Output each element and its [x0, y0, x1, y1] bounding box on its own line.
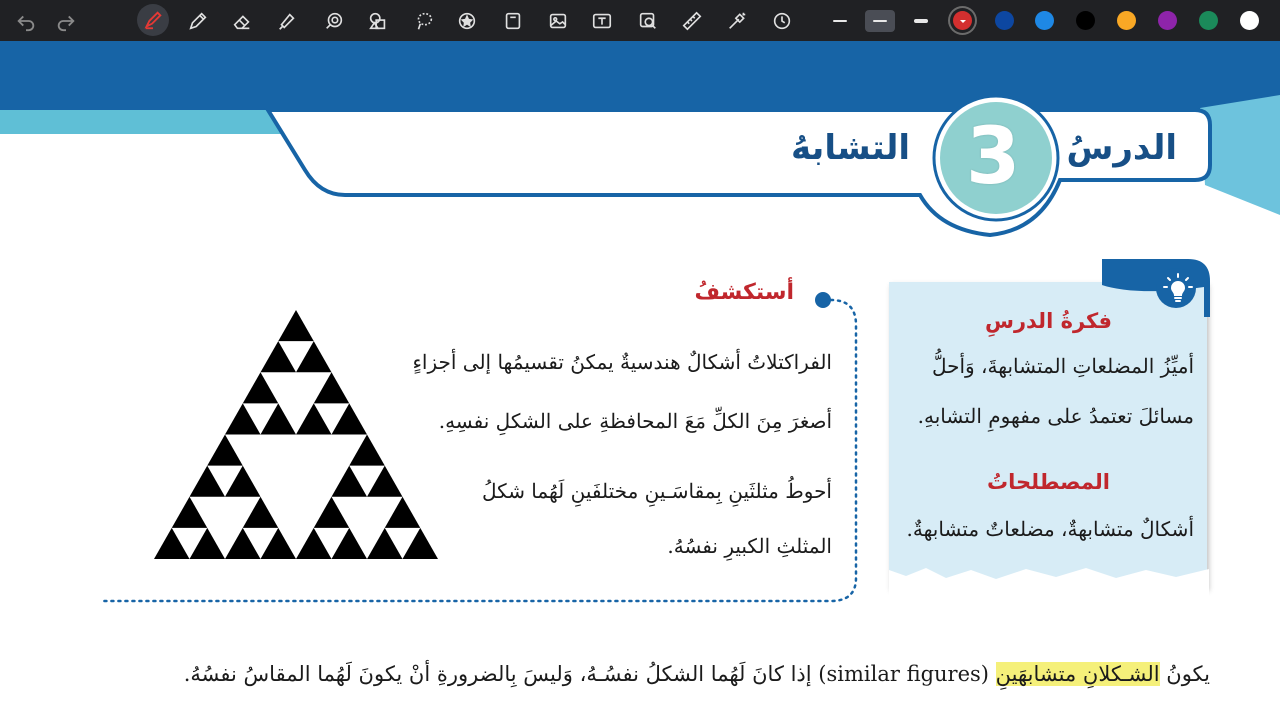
fractal-triangle: [207, 435, 243, 466]
note-icon[interactable]: [499, 7, 527, 35]
color-swatch-white[interactable]: [1240, 11, 1259, 30]
definition-rest: إذا كانَ لَهُما الشكلُ نفسُـهُ، وَليسَ بِالضرورةِ أنْ يكونَ لَهُما المقاسُ نفسُهُ.: [183, 662, 812, 686]
lesson-idea-line: أميِّزُ المضلعاتِ المتشابهةَ، وَأحلُّ: [931, 354, 1194, 378]
fractal-triangle: [190, 528, 226, 559]
annotation-toolbar: [0, 0, 1280, 41]
fractal-triangle: [349, 435, 385, 466]
color-swatch-purple[interactable]: [1158, 11, 1177, 30]
fractal-triangle: [261, 341, 297, 372]
textbox-icon[interactable]: [588, 7, 616, 35]
fractal-triangle: [367, 466, 403, 497]
fractal-triangle: [332, 528, 368, 559]
lightbulb-icon: [1160, 270, 1196, 306]
laser-pointer-icon[interactable]: [723, 7, 751, 35]
fractal-triangle: [385, 497, 421, 528]
ruler-icon[interactable]: [678, 7, 706, 35]
highlighter-icon[interactable]: [273, 7, 301, 35]
color-swatch-green[interactable]: [1199, 11, 1218, 30]
lesson-title: التشابهُ: [790, 128, 910, 168]
shape-icon[interactable]: [320, 7, 348, 35]
explore-paragraph-line: أصغرَ مِنَ الكلِّ مَعَ المحافظةِ على الشكلِ نفسِهِ.: [438, 409, 832, 433]
timer-icon[interactable]: [768, 7, 796, 35]
fractal-triangle: [403, 528, 439, 559]
partially-visible-line: [510, 706, 1210, 720]
english-term: (similar figures): [818, 662, 989, 686]
terms-list: أشكالٌ متشابهةٌ، مضلعاتٌ متشابهةٌ.: [906, 517, 1194, 541]
pencil-icon[interactable]: [184, 7, 212, 35]
medium-stroke-option[interactable]: [865, 10, 895, 32]
color-swatch-black[interactable]: [1076, 11, 1095, 30]
fractal-triangle: [296, 528, 332, 559]
explore-task-line: أحوطُ مثلثَينِ بِمقاسَـينِ مختلفَينِ لَهُما شكلُ: [482, 479, 832, 503]
thick-stroke-option[interactable]: [906, 10, 936, 32]
shapes-icon[interactable]: [364, 7, 392, 35]
fractal-triangle: [225, 403, 261, 434]
lasso-icon[interactable]: [410, 7, 438, 35]
color-swatch-red[interactable]: [953, 11, 972, 30]
lesson-number: 3: [966, 112, 1021, 202]
fractal-triangle: [154, 528, 190, 559]
color-swatch-blue[interactable]: [1035, 11, 1054, 30]
lesson-idea-line: مسائلَ تعتمدُ على مفهومِ التشابهِ.: [917, 404, 1194, 428]
eraser-icon[interactable]: [228, 7, 256, 35]
image-icon[interactable]: [544, 7, 572, 35]
crop-image-icon[interactable]: [634, 7, 662, 35]
sierpinski-triangle-figure: [150, 310, 442, 562]
color-swatch-navy[interactable]: [995, 11, 1014, 30]
fractal-triangle: [190, 466, 226, 497]
fractal-triangle: [172, 497, 208, 528]
sticker-icon[interactable]: [453, 7, 481, 35]
fractal-triangle: [225, 528, 261, 559]
definition-start: يكونُ: [1166, 662, 1210, 686]
fractal-triangle: [332, 466, 368, 497]
fractal-triangle: [367, 528, 403, 559]
fractal-triangle: [296, 341, 332, 372]
fractal-triangle: [261, 403, 297, 434]
explore-heading: أستكشفُ: [694, 280, 794, 305]
undo-icon[interactable]: [12, 7, 40, 35]
fractal-triangle: [261, 528, 297, 559]
fractal-triangle: [314, 497, 350, 528]
fractal-triangle: [243, 372, 279, 403]
fractal-triangle: [225, 466, 261, 497]
redo-icon[interactable]: [52, 7, 80, 35]
explore-paragraph-line: الفراكتلاتُ أشكالٌ هندسيةٌ يمكنُ تقسيمُها إلى أجزاءٍ: [412, 350, 832, 374]
idea-box-torn-edge: [886, 560, 1212, 600]
explore-task-line: المثلثِ الكبيرِ نفسُهُ.: [667, 534, 832, 558]
highlighted-term: الشـكلانِ متشابهَينِ: [995, 662, 1160, 686]
thin-stroke-option[interactable]: [825, 10, 855, 32]
lesson-idea-heading: فكرةُ الدرسِ: [984, 309, 1112, 333]
fractal-triangle: [332, 403, 368, 434]
fractal-triangle: [243, 497, 279, 528]
fractal-triangle: [314, 372, 350, 403]
pen-icon[interactable]: [137, 4, 169, 36]
lesson-word: الدرسُ: [1066, 128, 1177, 168]
terms-heading: المصطلحاتُ: [986, 470, 1110, 494]
fractal-triangle: [296, 403, 332, 434]
color-swatch-orange[interactable]: [1117, 11, 1136, 30]
definition-sentence: [184, 662, 1210, 686]
fractal-triangle: [278, 310, 314, 341]
